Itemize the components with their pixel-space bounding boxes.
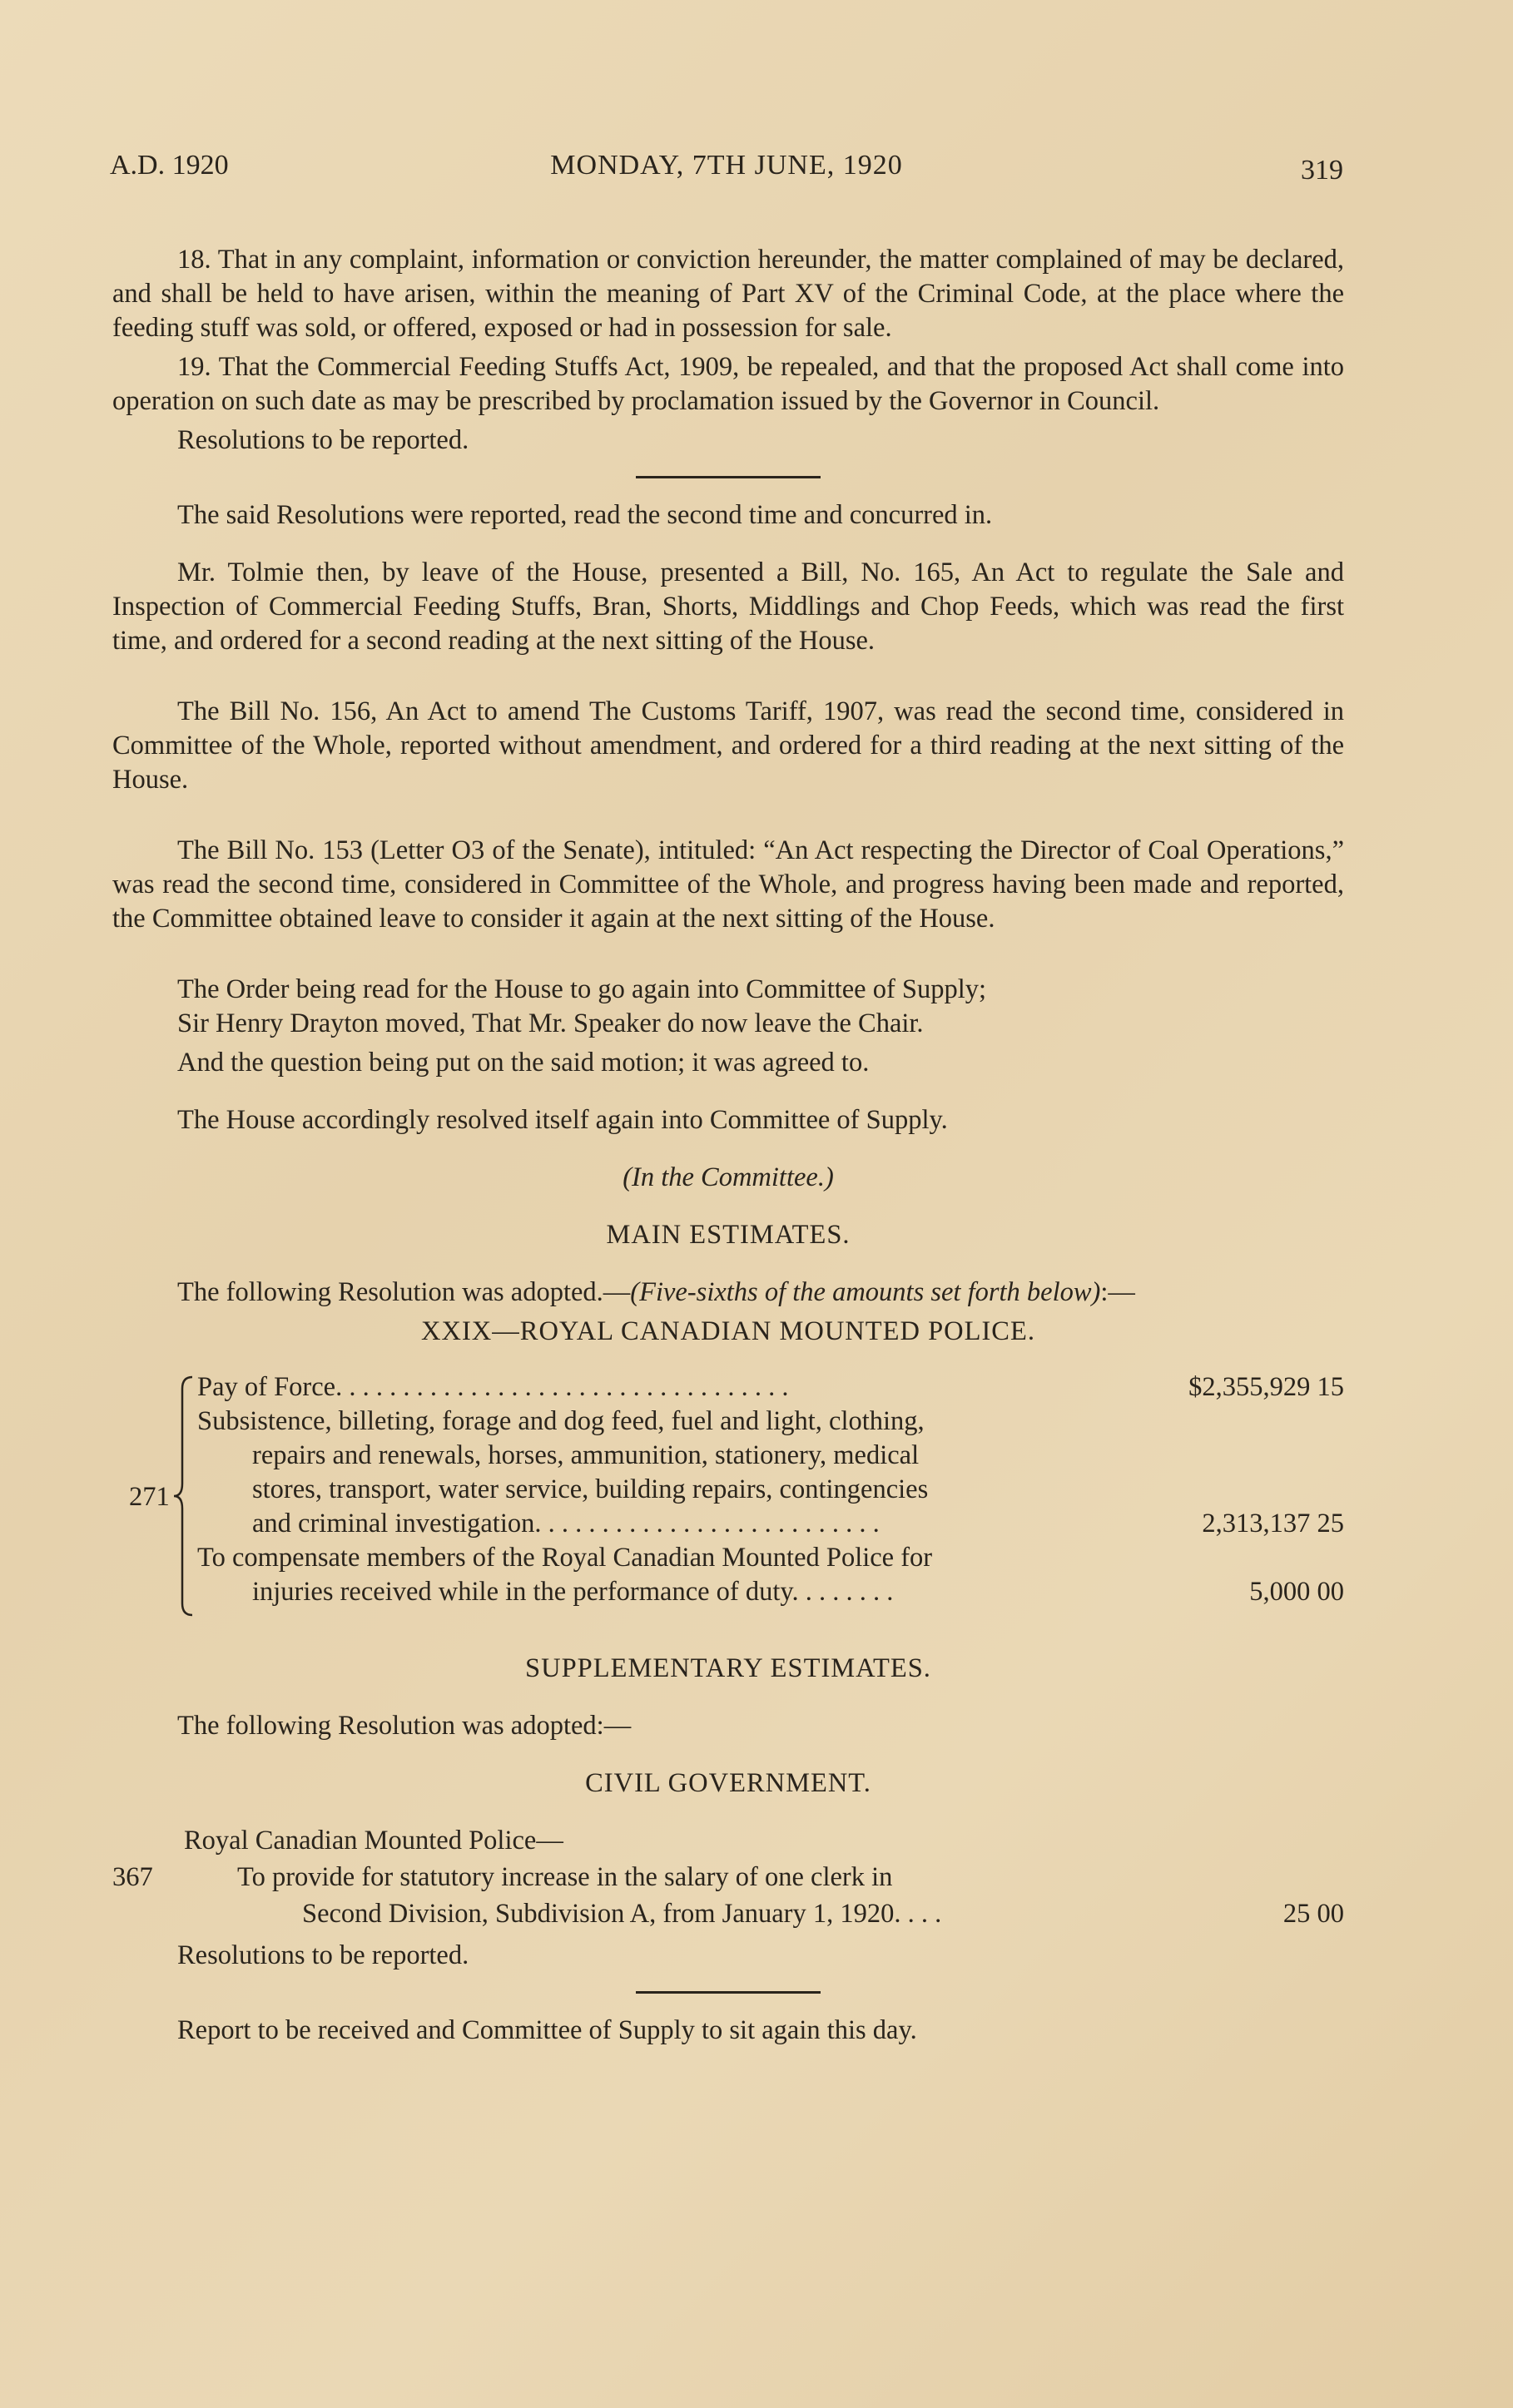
resolutions-to-be-reported-2: Resolutions to be reported.	[177, 1940, 469, 1970]
brace-icon	[174, 1375, 197, 1617]
paragraph-19: 19. That the Commercial Feeding Stuffs Act, 1909, be repealed, and that the proposed Act shall come into operation on such date as may be prescribed by proclamation issued by the Governor in Council.	[112, 352, 1344, 416]
estimate-amount-pay: $2,355,929 15	[1188, 1372, 1344, 1402]
question-agreed: And the question being put on the said motion; it was agreed to.	[177, 1048, 870, 1078]
document-body	[112, 243, 1344, 2048]
vote-number: 271	[129, 1482, 170, 1512]
estimate-line-stores: stores, transport, water service, building repairs, contingencies	[252, 1474, 929, 1504]
tolmie-bill: Mr. Tolmie then, by leave of the House, presented a Bill, No. 165, An Act to regulate the Sale and Inspection of Commercial Feeding Stuffs, Bran, Shorts, Middlings and Chop Feeds, which was read the first time, and ordered for a second reading at the next sitting of the House.	[112, 557, 1344, 656]
drayton-motion: Sir Henry Drayton moved, That Mr. Speaker do now leave the Chair.	[177, 1008, 924, 1038]
estimate-amount-compensate: 5,000 00	[1249, 1577, 1344, 1607]
estimate-line-pay: Pay of Force. . . . . . . . . . . . . . . . . . . . . . . . . . . . . . . . . .	[197, 1372, 789, 1402]
rcmp-heading: XXIX—ROYAL CANADIAN MOUNTED POLICE.	[421, 1316, 1035, 1346]
header-year: A.D. 1920	[110, 150, 229, 181]
estimate-amount-subsistence: 2,313,137 25	[1202, 1509, 1344, 1538]
bill-156: The Bill No. 156, An Act to amend The Customs Tariff, 1907, was read the second time, considered in Committee of the Whole, reported without amendment, and ordered for a third reading at the next sitting of the House.	[112, 696, 1344, 795]
estimate-line-subsistence: Subsistence, billeting, forage and dog feed, fuel and light, clothing,	[197, 1406, 925, 1436]
supplementary-estimates-heading: SUPPLEMENTARY ESTIMATES.	[525, 1653, 931, 1683]
supp-line-1: To provide for statutory increase in the salary of one clerk in	[237, 1862, 893, 1892]
estimate-line-compensate: To compensate members of the Royal Canadian Mounted Police for	[197, 1543, 933, 1573]
supp-resolution-adopted: The following Resolution was adopted:—	[177, 1711, 632, 1741]
page-header	[110, 150, 1343, 191]
supp-amount: 25 00	[1282, 1899, 1344, 1929]
main-estimates-heading: MAIN ESTIMATES.	[606, 1220, 851, 1250]
resolutions-to-be-reported: Resolutions to be reported.	[177, 425, 469, 455]
bill-153: The Bill No. 153 (Letter O3 of the Senate), intituled: “An Act respecting the Director of Coal Operations,” was read the second time, considered in Committee of the Whole, and progress having been made and reported, the Committee obtained leave to consider it again at the next sitting of the House.	[112, 835, 1344, 934]
report-received: Report to be received and Committee of Supply to sit again this day.	[177, 2015, 917, 2045]
header-date: MONDAY, 7TH JUNE, 1920	[550, 150, 903, 181]
supp-line-2: Second Division, Subdivision A, from January 1, 1920. . . .	[302, 1899, 942, 1929]
divider	[636, 476, 821, 478]
resolutions-reported: The said Resolutions were reported, read the second time and concurred in.	[177, 500, 993, 530]
supplementary-table	[112, 1824, 1344, 1939]
order-supply: The Order being read for the House to go again into Committee of Supply;	[177, 974, 987, 1004]
estimate-line-injuries: injuries received while in the performance of duty. . . . . . . .	[252, 1577, 894, 1607]
estimate-line-criminal: and criminal investigation. . . . . . . . . . . . . . . . . . . . . . . . . .	[252, 1509, 880, 1538]
main-resolution-adopted: The following Resolution was adopted.—(Five-sixths of the amounts set forth below):—	[177, 1277, 1135, 1307]
civil-government-heading: CIVIL GOVERNMENT.	[585, 1768, 871, 1798]
main-estimates-table	[112, 1370, 1344, 1628]
estimate-line-repairs: repairs and renewals, horses, ammunition, stationery, medical	[252, 1440, 920, 1470]
page-number: 319	[1301, 155, 1343, 186]
house-resolved: The House accordingly resolved itself again into Committee of Supply.	[177, 1105, 948, 1135]
supp-vote-number: 367	[112, 1862, 153, 1892]
divider-2	[636, 1991, 821, 1994]
paragraph-18: 18. That in any complaint, information or conviction hereunder, the matter complained of may be declared, and shall be held to have arisen, within the meaning of Part XV of the Criminal Code, at the place where the feeding stuff was sold, or offered, exposed or had in possession for sale.	[112, 245, 1344, 343]
supp-heading: Royal Canadian Mounted Police—	[184, 1826, 563, 1856]
in-committee: (In the Committee.)	[623, 1162, 834, 1192]
